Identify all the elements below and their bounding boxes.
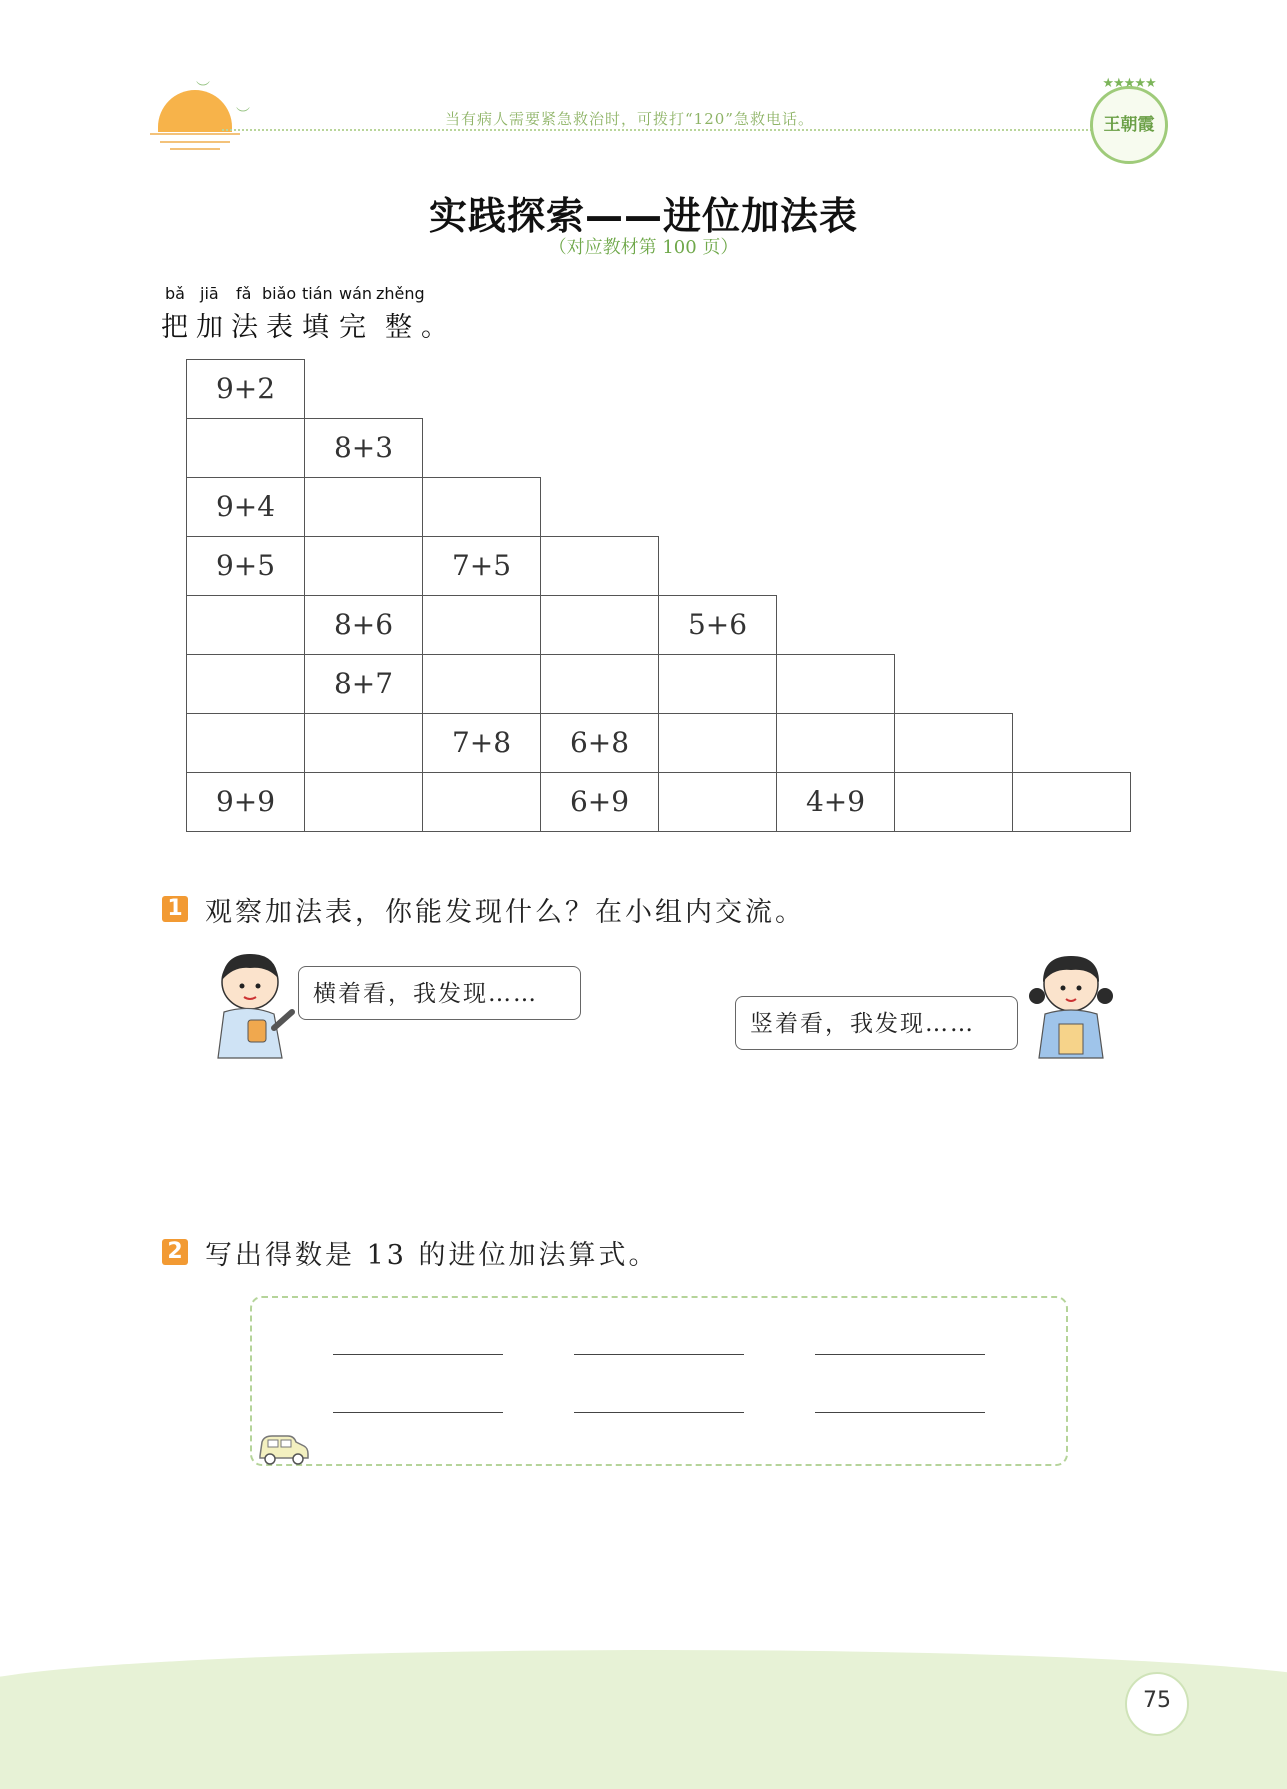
bird-icon: ︶	[236, 107, 250, 123]
page-subtitle: （对应教材第 100 页）	[548, 237, 739, 258]
answer-box	[250, 1296, 1068, 1466]
table-cell: 9+9	[186, 772, 305, 832]
instruction-char: 表	[266, 312, 293, 343]
table-cell-empty[interactable]	[304, 536, 423, 596]
logo-text: 王朝霞	[1103, 115, 1155, 135]
table-cell-empty[interactable]	[1012, 772, 1131, 832]
answer-line[interactable]	[815, 1412, 985, 1413]
horizon-line	[170, 148, 220, 150]
table-cell-empty[interactable]	[304, 477, 423, 537]
answer-line[interactable]	[574, 1412, 744, 1413]
horizon-line	[150, 133, 240, 135]
table-cell-empty[interactable]	[894, 713, 1013, 773]
table-cell-empty[interactable]	[304, 713, 423, 773]
table-cell: 8+3	[304, 418, 423, 478]
speech-bubble-horizontal: 横着看，我发现……	[298, 966, 581, 1020]
pinyin: tián	[302, 284, 333, 303]
table-cell-empty[interactable]	[540, 536, 659, 596]
speech-bubble-vertical: 竖着看，我发现……	[735, 996, 1018, 1050]
header-tip: 当有病人需要紧急救治时，可拨打“120”急救电话。	[445, 110, 814, 128]
bird-icon: ︶	[196, 81, 210, 97]
table-cell-empty[interactable]	[422, 595, 541, 655]
answer-line[interactable]	[815, 1354, 985, 1355]
instruction-char: 整	[385, 312, 412, 343]
car-icon	[254, 1432, 314, 1468]
table-cell: 9+2	[186, 359, 305, 419]
table-cell: 9+4	[186, 477, 305, 537]
sun-illustration	[158, 90, 232, 132]
question-text: 观察加法表，你能发现什么？在小组内交流。	[205, 897, 805, 928]
table-cell-empty[interactable]	[776, 654, 895, 714]
table-cell-empty[interactable]	[422, 772, 541, 832]
table-cell-empty[interactable]	[894, 772, 1013, 832]
table-cell: 6+9	[540, 772, 659, 832]
pinyin: biǎo	[262, 284, 297, 303]
table-cell-empty[interactable]	[540, 595, 659, 655]
answer-line[interactable]	[333, 1412, 503, 1413]
table-cell-empty[interactable]	[186, 713, 305, 773]
pinyin: wán	[339, 284, 373, 303]
table-cell-empty[interactable]	[422, 477, 541, 537]
table-cell: 4+9	[776, 772, 895, 832]
table-cell-empty[interactable]	[658, 772, 777, 832]
instruction-char: 法	[231, 312, 258, 343]
instruction-char: 填	[302, 312, 329, 343]
instruction-char: 加	[196, 312, 223, 343]
page-number: 75	[1143, 1688, 1171, 1713]
instruction-char: 。	[421, 312, 448, 343]
question-text: 写出得数是 13 的进位加法算式。	[205, 1240, 659, 1271]
logo-stars: ★★★★★	[1102, 76, 1156, 91]
instruction-char: 把	[161, 312, 188, 343]
pinyin: jiā	[200, 284, 219, 303]
pinyin: zhěng	[376, 284, 425, 303]
table-cell: 7+8	[422, 713, 541, 773]
question-number: 2	[162, 1239, 188, 1265]
pinyin: fǎ	[236, 284, 252, 303]
table-cell-empty[interactable]	[658, 654, 777, 714]
table-cell-empty[interactable]	[186, 654, 305, 714]
table-cell-empty[interactable]	[422, 654, 541, 714]
boy-illustration	[212, 950, 302, 1060]
table-cell-empty[interactable]	[186, 418, 305, 478]
answer-line[interactable]	[574, 1354, 744, 1355]
table-cell: 7+5	[422, 536, 541, 596]
table-cell-empty[interactable]	[776, 713, 895, 773]
table-cell-empty[interactable]	[186, 595, 305, 655]
pinyin: bǎ	[165, 284, 185, 303]
table-cell: 6+8	[540, 713, 659, 773]
instruction-char: 完	[339, 312, 366, 343]
table-cell: 8+6	[304, 595, 423, 655]
header-dotted-rule	[222, 129, 1092, 131]
table-cell: 5+6	[658, 595, 777, 655]
ground-decoration	[0, 1680, 1287, 1789]
table-cell-empty[interactable]	[304, 772, 423, 832]
table-cell-empty[interactable]	[658, 713, 777, 773]
page-title: 实践探索——进位加法表	[428, 194, 858, 238]
table-cell: 8+7	[304, 654, 423, 714]
table-cell-empty[interactable]	[540, 654, 659, 714]
question-number: 1	[162, 896, 188, 922]
answer-line[interactable]	[333, 1354, 503, 1355]
table-cell: 9+5	[186, 536, 305, 596]
horizon-line	[160, 141, 230, 143]
girl-illustration	[1025, 950, 1115, 1060]
